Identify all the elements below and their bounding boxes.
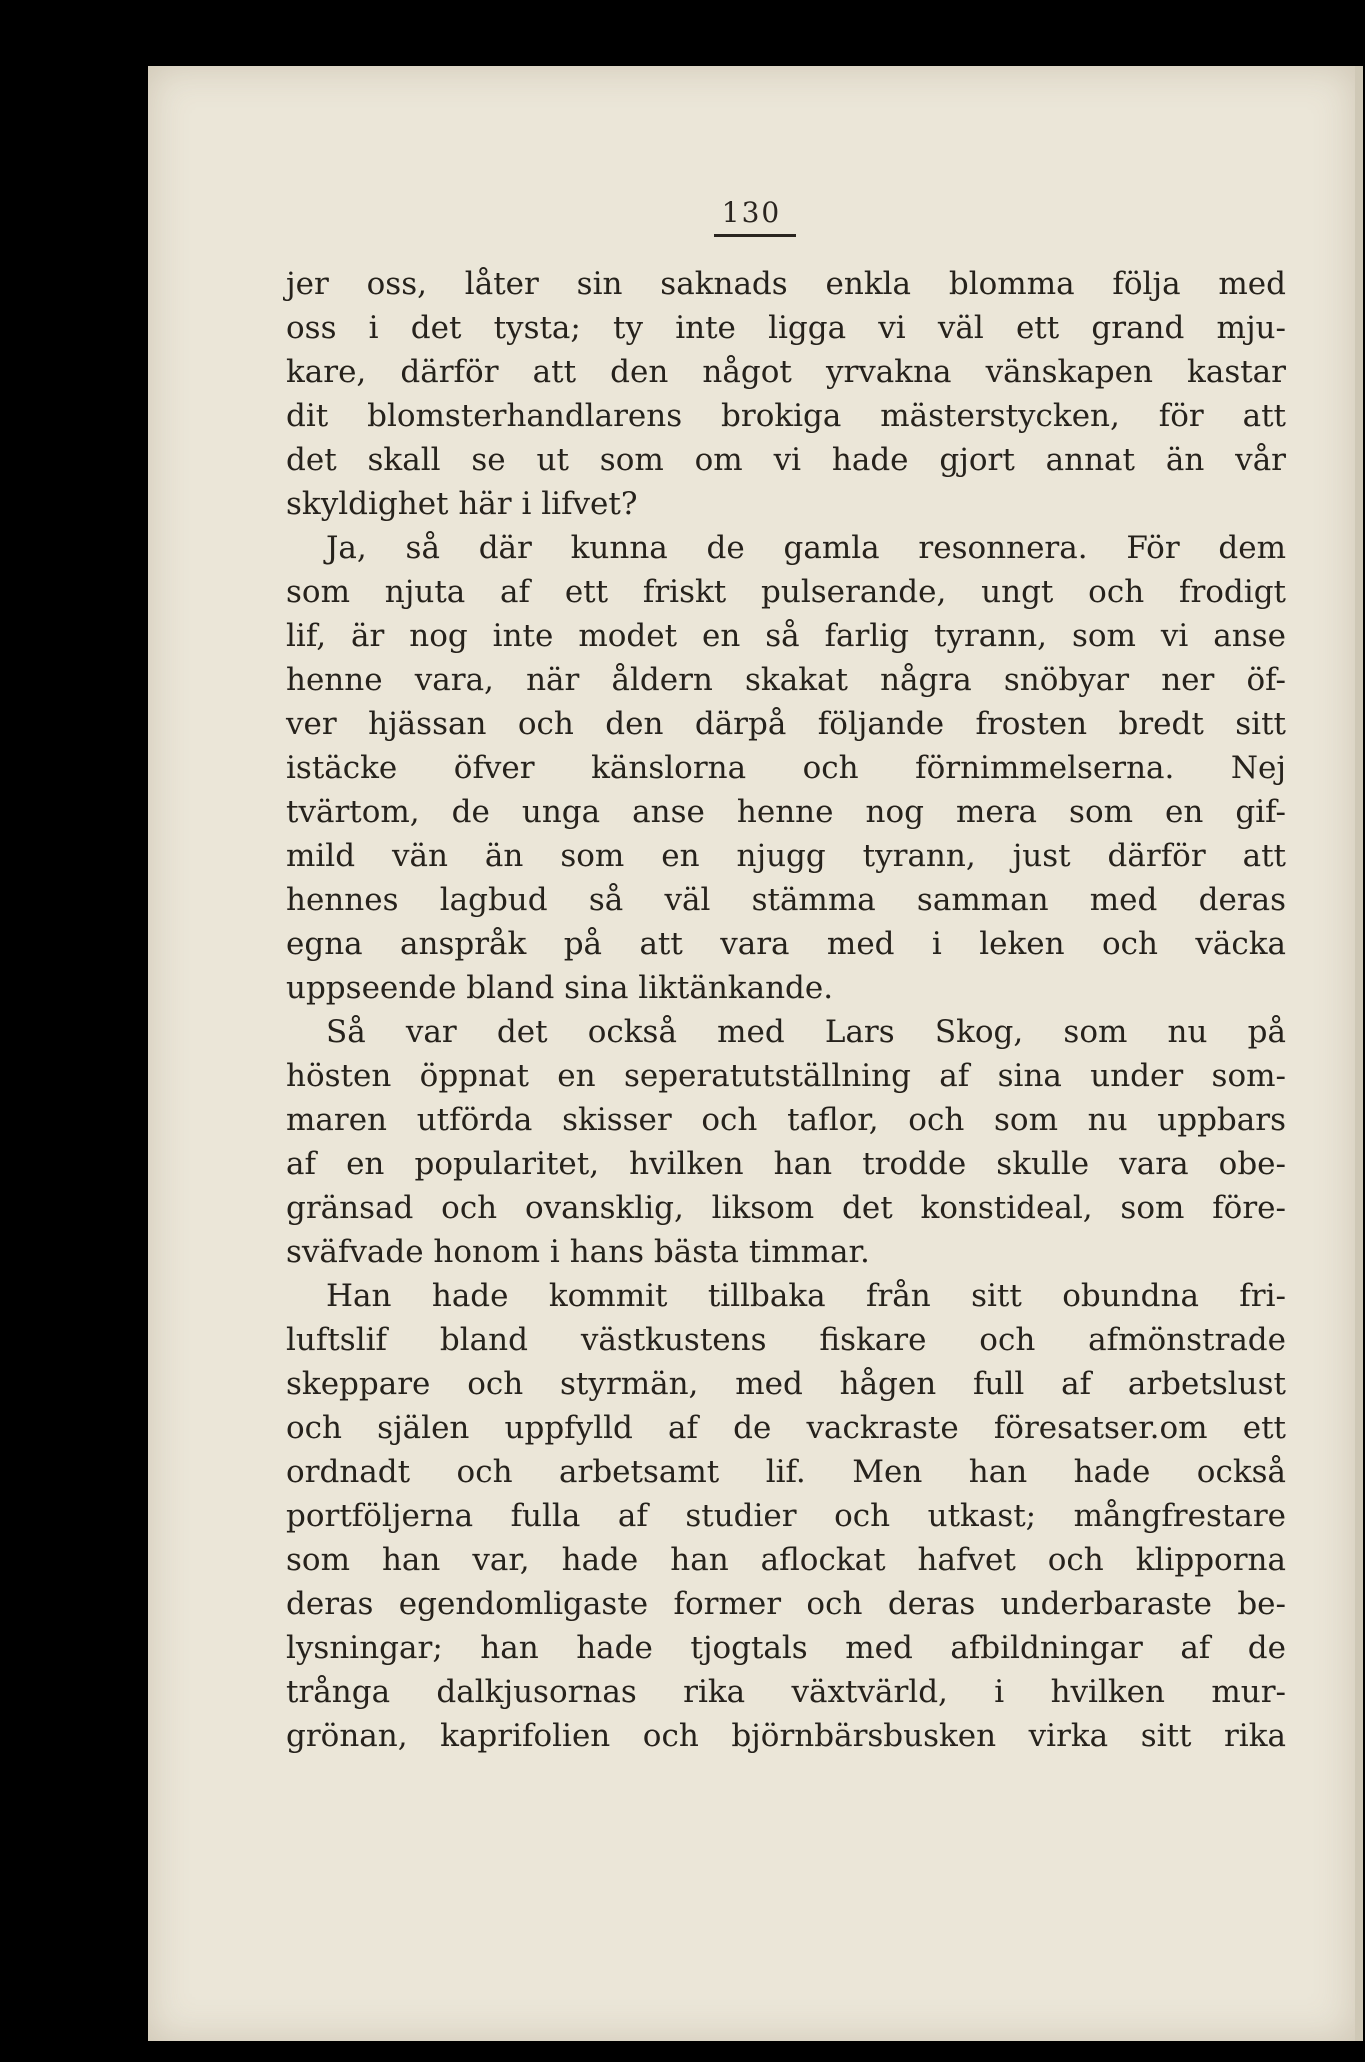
book-page xyxy=(148,66,1355,2041)
text-line: hösten öppnat en seperatutställning af sina under som- xyxy=(286,1058,1286,1094)
body-text xyxy=(286,262,1286,1758)
header-rule xyxy=(714,234,796,237)
text-line: det skall se ut som om vi hade gjort annat än vår xyxy=(286,442,1286,478)
text-line: Så var det också med Lars Skog, som nu på xyxy=(326,1014,1286,1050)
text-line: ver hjässan och den därpå följande frosten bredt sitt xyxy=(286,706,1286,742)
text-line: egna anspråk på att vara med i leken och väcka xyxy=(286,926,1286,962)
text-line: ordnadt och arbetsamt lif. Men han hade också xyxy=(286,1454,1286,1490)
text-line: uppseende bland sina liktänkande. xyxy=(286,970,834,1006)
text-line: och själen uppfylld af de vackraste föresatser.om ett xyxy=(286,1410,1286,1446)
text-line: henne vara, när åldern skakat några snöbyar ner öf- xyxy=(286,662,1286,698)
text-line: af en popularitet, hvilken han trodde skulle vara obe- xyxy=(286,1146,1286,1182)
text-line: hennes lagbud så väl stämma samman med deras xyxy=(286,882,1286,918)
text-line: luftslif bland västkustens fiskare och afmönstrade xyxy=(286,1322,1286,1358)
text-line: Ja, så där kunna de gamla resonnera. För dem xyxy=(326,530,1286,566)
page-edge xyxy=(1355,66,1363,2041)
text-line: Han hade kommit tillbaka från sitt obundna fri- xyxy=(326,1278,1286,1314)
text-line: lysningar; han hade tjogtals med afbildningar af de xyxy=(286,1630,1286,1666)
text-line: tvärtom, de unga anse henne nog mera som en gif- xyxy=(286,794,1286,830)
text-line: portföljerna fulla af studier och utkast; mångfrestare xyxy=(286,1498,1286,1534)
text-line: som han var, hade han aflockat hafvet och klipporna xyxy=(286,1542,1286,1578)
text-line: sväfvade honom i hans bästa timmar. xyxy=(286,1234,870,1270)
text-line: istäcke öfver känslorna och förnimmelserna. Nej xyxy=(286,750,1286,786)
page-number: 130 xyxy=(721,196,782,229)
text-line: trånga dalkjusornas rika växtvärld, i hvilken mur- xyxy=(286,1674,1286,1710)
text-line: mild vän än som en njugg tyrann, just därför att xyxy=(286,838,1286,874)
text-line: skyldighet här i lifvet? xyxy=(286,486,638,522)
text-line: dit blomsterhandlarens brokiga mästerstycken, för att xyxy=(286,398,1286,434)
text-line: skeppare och styrmän, med hågen full af arbetslust xyxy=(286,1366,1286,1402)
text-line: gränsad och ovansklig, liksom det konstideal, som före- xyxy=(286,1190,1286,1226)
text-line: maren utförda skisser och taflor, och som nu uppbars xyxy=(286,1102,1286,1138)
text-line: oss i det tysta; ty inte ligga vi väl ett grand mju- xyxy=(286,310,1286,346)
text-line: grönan, kaprifolien och björnbärsbusken virka sitt rika xyxy=(286,1718,1286,1754)
text-line: lif, är nog inte modet en så farlig tyrann, som vi anse xyxy=(286,618,1286,654)
text-line: jer oss, låter sin saknads enkla blomma följa med xyxy=(286,266,1286,302)
text-line: som njuta af ett friskt pulserande, ungt och frodigt xyxy=(286,574,1286,610)
text-line: deras egendomligaste former och deras underbaraste be- xyxy=(286,1586,1286,1622)
text-line: kare, därför att den något yrvakna vänskapen kastar xyxy=(286,354,1286,390)
